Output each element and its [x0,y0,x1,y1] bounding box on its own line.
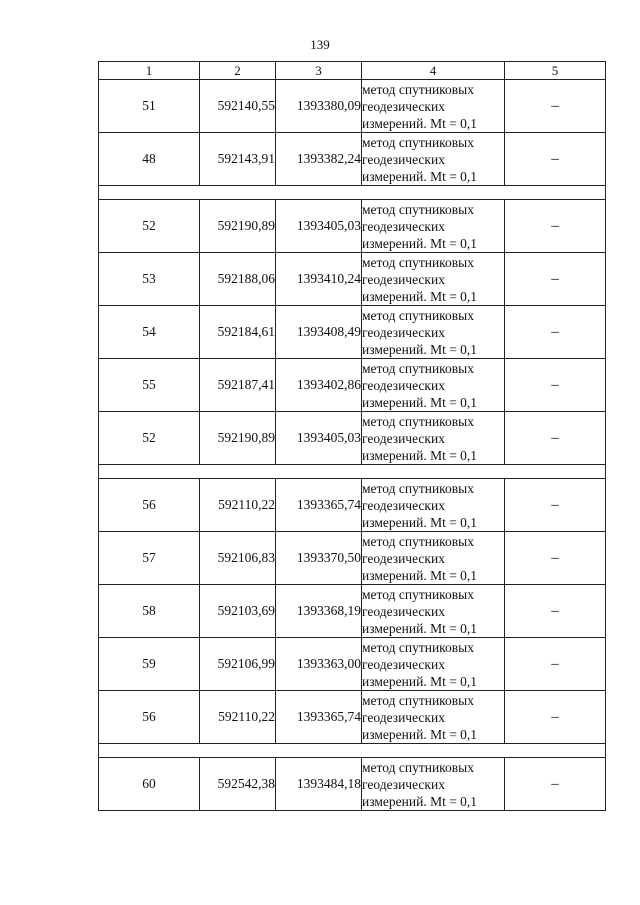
coord-y: 1393363,00 [276,638,362,691]
point-number: 48 [99,133,200,186]
dash-cell: – [505,532,606,585]
coord-y: 1393370,50 [276,532,362,585]
coord-y: 1393382,24 [276,133,362,186]
point-number: 59 [99,638,200,691]
coord-x: 592190,89 [200,412,276,465]
dash-cell: – [505,691,606,744]
coordinates-table [98,61,606,811]
method-cell: метод спутниковых геодезических измерений. Mt = 0,1 [362,253,505,306]
coord-y: 1393380,09 [276,80,362,133]
coord-y: 1393405,03 [276,200,362,253]
page-number: 139 [310,37,330,52]
header-col-4: 4 [362,62,505,80]
dash-cell: – [505,200,606,253]
point-number: 60 [99,758,200,811]
table-row [99,479,606,532]
table-row [99,359,606,412]
coord-x: 592106,83 [200,532,276,585]
dash-cell: – [505,479,606,532]
point-number: 51 [99,80,200,133]
group-separator [99,465,606,479]
coord-y: 1393402,86 [276,359,362,412]
table-row [99,758,606,811]
coord-y: 1393484,18 [276,758,362,811]
method-cell: метод спутниковых геодезических измерений. Mt = 0,1 [362,306,505,359]
point-number: 54 [99,306,200,359]
point-number: 52 [99,200,200,253]
coord-x: 592106,99 [200,638,276,691]
table-row [99,80,606,133]
table-row [99,532,606,585]
coord-x: 592184,61 [200,306,276,359]
table-row [99,638,606,691]
point-number: 57 [99,532,200,585]
method-cell: метод спутниковых геодезических измерений. Mt = 0,1 [362,758,505,811]
header-row [99,62,606,80]
point-number: 55 [99,359,200,412]
dash-cell: – [505,133,606,186]
header-col-1: 1 [99,62,200,80]
dash-cell: – [505,306,606,359]
method-cell: метод спутниковых геодезических измерений. Mt = 0,1 [362,638,505,691]
coord-x: 592187,41 [200,359,276,412]
coord-x: 592110,22 [200,691,276,744]
point-number: 56 [99,479,200,532]
dash-cell: – [505,638,606,691]
dash-cell: – [505,585,606,638]
method-cell: метод спутниковых геодезических измерений. Mt = 0,1 [362,133,505,186]
method-cell: метод спутниковых геодезических измерений. Mt = 0,1 [362,359,505,412]
group-separator [99,744,606,758]
header-col-5: 5 [505,62,606,80]
table-row [99,133,606,186]
point-number: 56 [99,691,200,744]
table-row [99,306,606,359]
coord-x: 592188,06 [200,253,276,306]
coord-x: 592542,38 [200,758,276,811]
point-number: 52 [99,412,200,465]
header-col-2: 2 [200,62,276,80]
coord-y: 1393365,74 [276,479,362,532]
header-col-3: 3 [276,62,362,80]
table-row [99,412,606,465]
coord-x: 592143,91 [200,133,276,186]
table-row [99,691,606,744]
method-cell: метод спутниковых геодезических измерений. Mt = 0,1 [362,691,505,744]
method-cell: метод спутниковых геодезических измерений. Mt = 0,1 [362,412,505,465]
coord-y: 1393365,74 [276,691,362,744]
table-row [99,200,606,253]
method-cell: метод спутниковых геодезических измерений. Mt = 0,1 [362,479,505,532]
dash-cell: – [505,359,606,412]
coord-x: 592110,22 [200,479,276,532]
coord-y: 1393368,19 [276,585,362,638]
point-number: 53 [99,253,200,306]
coord-y: 1393408,49 [276,306,362,359]
method-cell: метод спутниковых геодезических измерений. Mt = 0,1 [362,80,505,133]
coord-y: 1393405,03 [276,412,362,465]
dash-cell: – [505,80,606,133]
point-number: 58 [99,585,200,638]
table-row [99,253,606,306]
coord-y: 1393410,24 [276,253,362,306]
coord-x: 592103,69 [200,585,276,638]
dash-cell: – [505,412,606,465]
coord-x: 592190,89 [200,200,276,253]
group-separator [99,186,606,200]
method-cell: метод спутниковых геодезических измерений. Mt = 0,1 [362,532,505,585]
dash-cell: – [505,253,606,306]
method-cell: метод спутниковых геодезических измерений. Mt = 0,1 [362,585,505,638]
method-cell: метод спутниковых геодезических измерений. Mt = 0,1 [362,200,505,253]
coord-x: 592140,55 [200,80,276,133]
table-row [99,585,606,638]
dash-cell: – [505,758,606,811]
